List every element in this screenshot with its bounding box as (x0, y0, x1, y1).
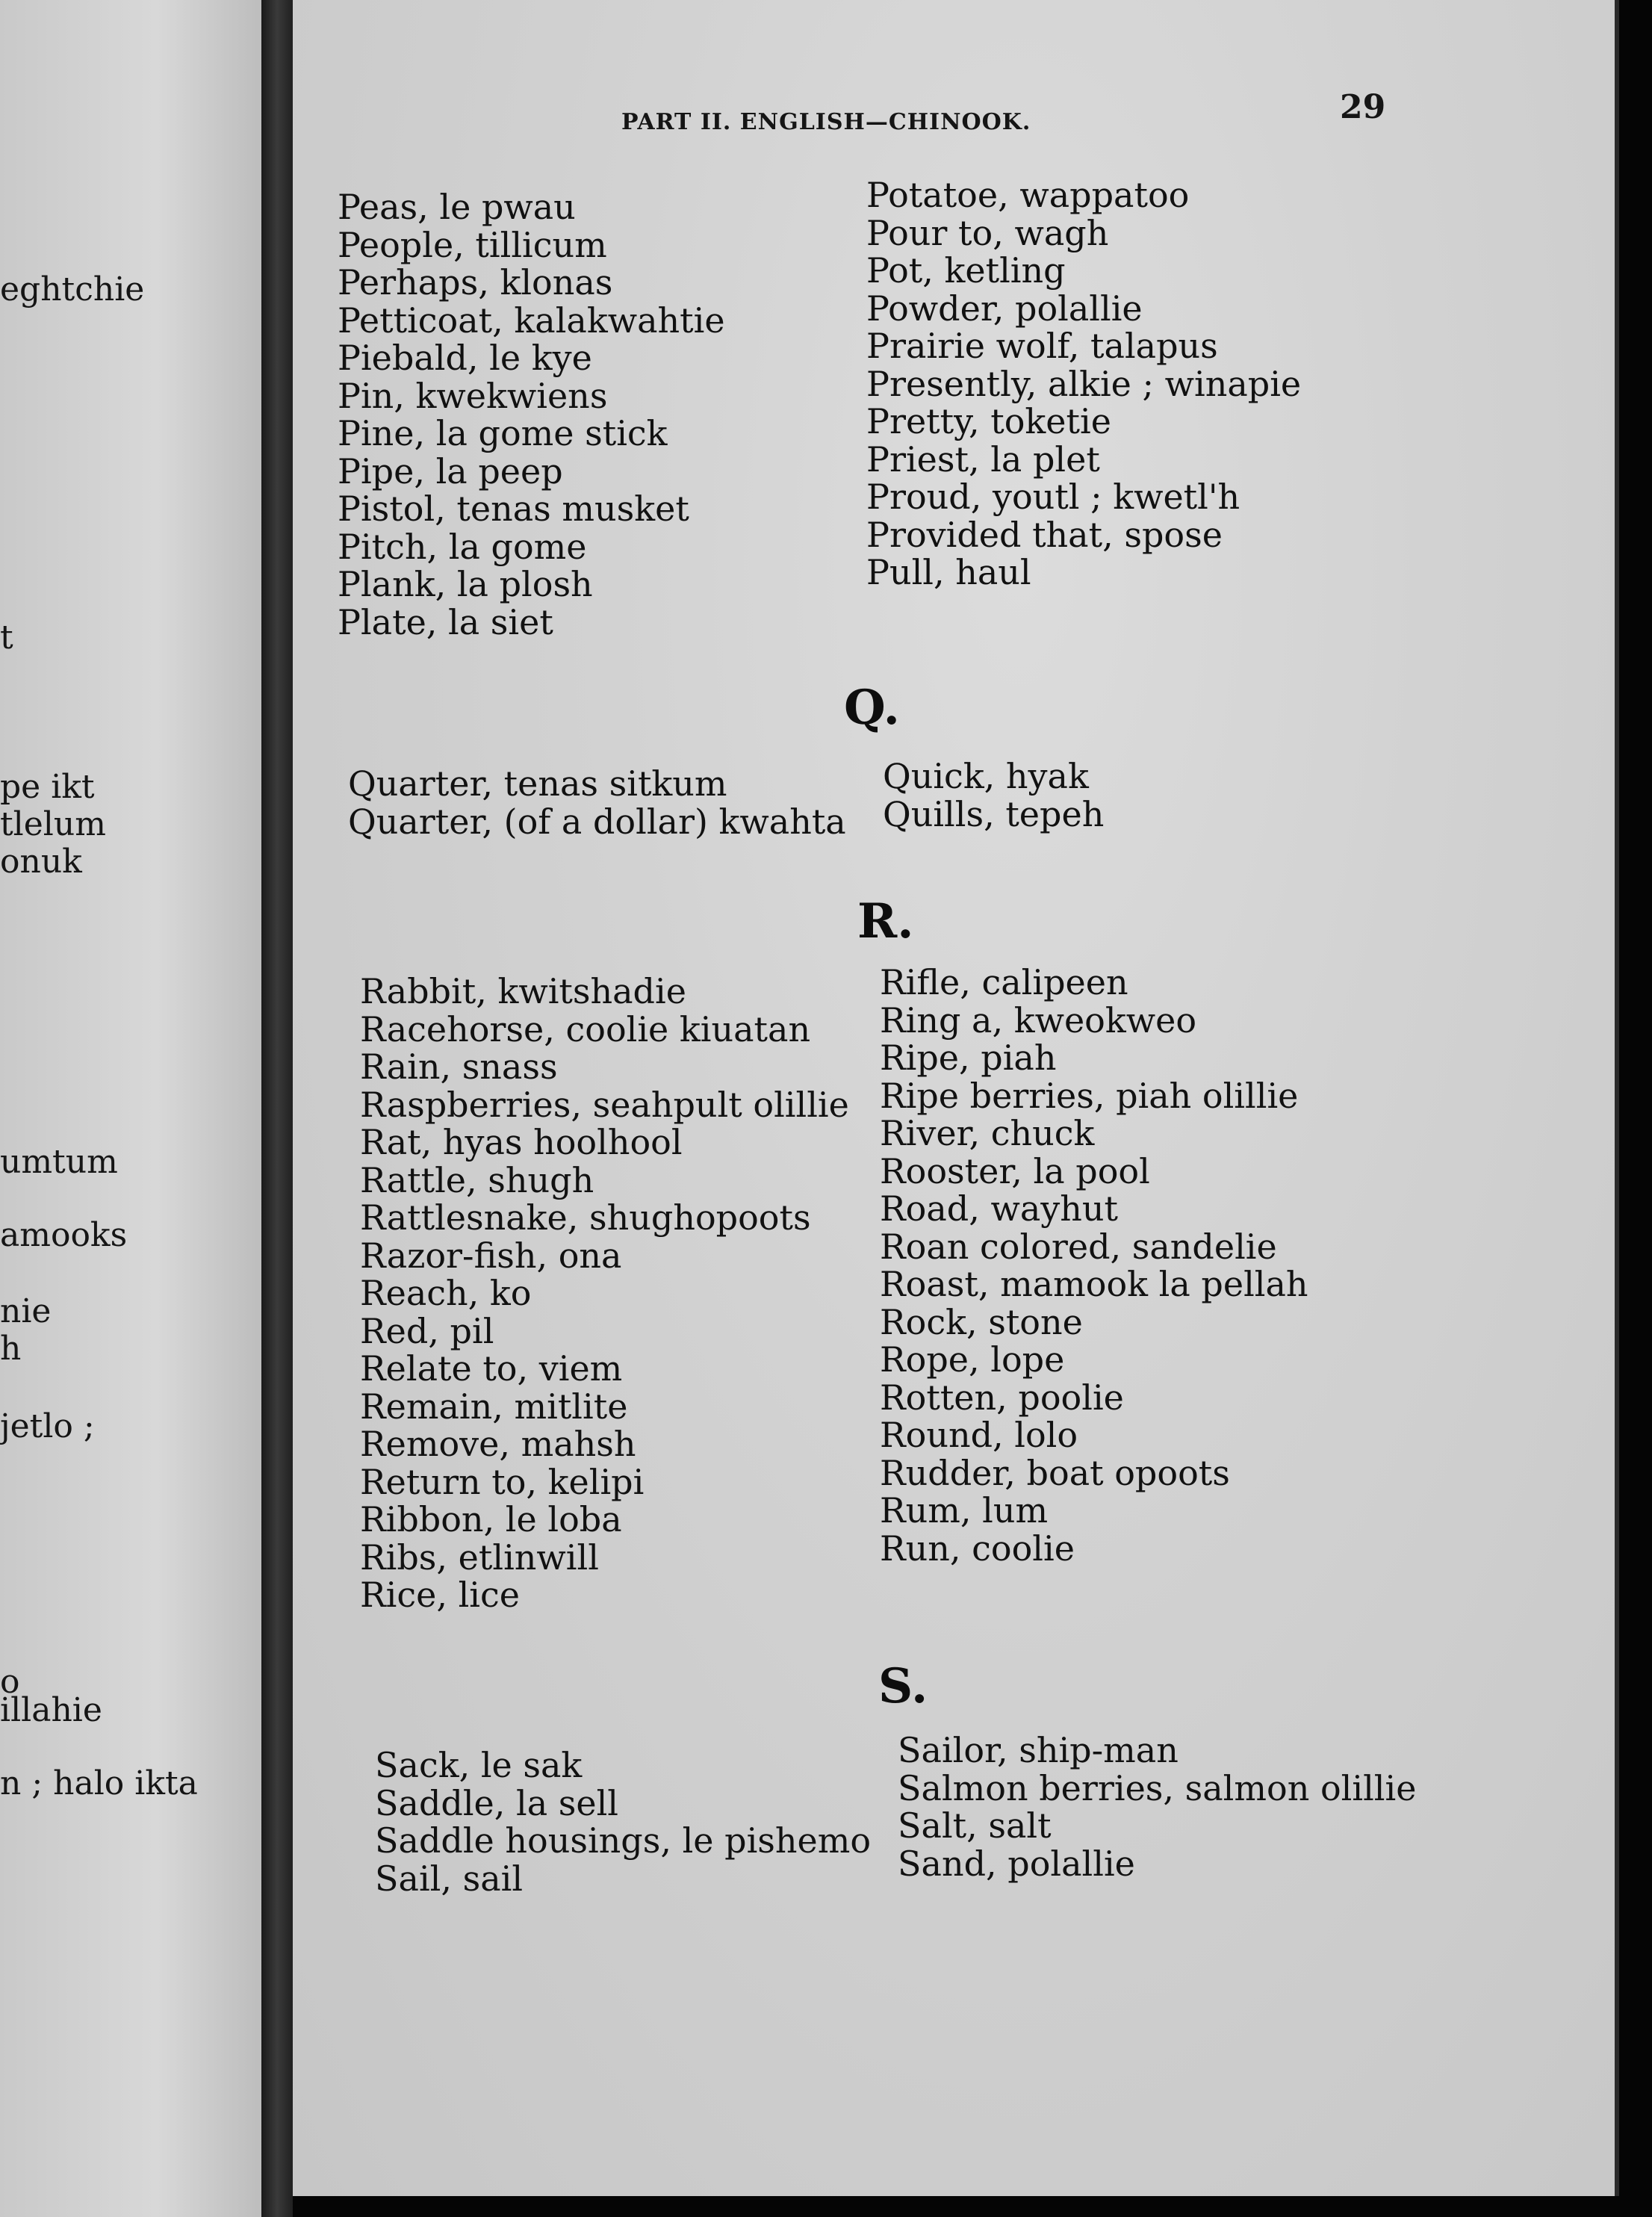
entry: Relate to, viem (360, 1348, 623, 1389)
entry: Rum, lum (880, 1490, 1049, 1531)
entry: Red, pil (360, 1310, 494, 1351)
entry: Ribbon, le loba (360, 1499, 622, 1540)
section-letter-s: S. (878, 1658, 928, 1714)
entry: Quarter, (of a dollar) kwahta (348, 801, 846, 842)
entry: Quarter, tenas sitkum (348, 763, 727, 804)
entry: Sack, le sak (375, 1745, 583, 1785)
book-spine (261, 0, 293, 2217)
dictionary-page (293, 0, 1619, 2196)
entry: Petticoat, kalakwahtie (338, 300, 725, 341)
q-entries-left (348, 765, 846, 840)
r-entries-left (360, 973, 849, 1614)
entry: Rudder, boat opoots (880, 1452, 1230, 1493)
s-entries-left (375, 1746, 871, 1897)
entry: Remain, mitlite (360, 1386, 628, 1427)
facing-page-fragment: eghtchie (0, 270, 145, 308)
facing-page-fragment: t (0, 618, 13, 657)
facing-page-fragment: tlelum (0, 805, 106, 843)
facing-page-fragment: nie (0, 1292, 52, 1330)
entry: Pistol, tenas musket (338, 489, 689, 529)
q-entries-right (883, 757, 1104, 833)
entry: Pretty, toketie (866, 401, 1111, 441)
entry: Saddle housings, le pishemo (375, 1820, 872, 1861)
entry: Piebald, le kye (338, 338, 592, 378)
entry: Ribs, etlinwill (360, 1537, 599, 1578)
s-entries-right (898, 1731, 1416, 1882)
entry: Rain, snass (360, 1047, 558, 1087)
entry: Remove, mahsh (360, 1424, 636, 1464)
entry: Priest, la plet (866, 438, 1100, 480)
facing-page (0, 0, 261, 2217)
entry: Proud, youtl ; kwetl'h (866, 477, 1240, 517)
entry: People, tillicum (338, 224, 607, 265)
entry: Round, lolo (880, 1415, 1078, 1455)
entry: Peas, le pwau (338, 187, 576, 227)
entry: Quills, tepeh (883, 793, 1105, 834)
facing-page-fragment: jetlo ; (0, 1407, 95, 1445)
p-entries-left (338, 188, 725, 641)
entry: Plate, la siet (338, 601, 553, 642)
entry: Pin, kwekwiens (338, 375, 608, 416)
entry: Pour to, wagh (866, 212, 1109, 253)
entry: Rope, lope (880, 1339, 1065, 1380)
entry: Saddle, la sell (375, 1782, 619, 1823)
section-letter-q: Q. (844, 680, 900, 736)
facing-page-fragment: h (0, 1330, 22, 1368)
entry: Reach, ko (360, 1273, 532, 1313)
entry: Pot, ketling (866, 250, 1066, 291)
facing-page-fragment: o (0, 1663, 20, 1701)
facing-page-fragment: pe ikt (0, 768, 95, 806)
entry: Pitch, la gome (338, 526, 587, 567)
facing-page-fragment: n ; halo ikta (0, 1764, 198, 1802)
entry: Rat, hyas hoolhool (360, 1122, 683, 1162)
entry: Razor-fish, ona (360, 1235, 622, 1276)
entry: Sail, sail (375, 1858, 524, 1899)
entry: Rice, lice (360, 1575, 520, 1615)
entry: Rifle, calipeen (880, 962, 1128, 1002)
entry: River, chuck (880, 1113, 1095, 1153)
entry: Rabbit, kwitshadie (360, 971, 686, 1011)
entry: Ripe berries, piah olillie (880, 1075, 1299, 1116)
entry: Run, coolie (880, 1528, 1075, 1569)
p-entries-right (866, 176, 1301, 592)
section-letter-r: R. (857, 893, 914, 949)
r-entries-right (880, 964, 1308, 1567)
entry: Presently, alkie ; winapie (866, 363, 1302, 404)
entry: Rock, stone (880, 1301, 1083, 1342)
entry: Rooster, la pool (880, 1150, 1150, 1191)
entry: Potatoe, wappatoo (866, 175, 1190, 215)
entry: Return to, kelipi (360, 1461, 645, 1502)
entry: Pull, haul (866, 552, 1031, 592)
entry: Rattle, shugh (360, 1159, 594, 1200)
entry: Ring a, kweokweo (880, 999, 1197, 1041)
running-header: PART II. ENGLISH—CHINOOK. (621, 109, 1031, 135)
entry: Provided that, spose (866, 514, 1223, 555)
facing-page-fragment: umtum (0, 1143, 118, 1181)
entry: Quick, hyak (883, 756, 1089, 796)
facing-page-fragment: illahie (0, 1691, 102, 1729)
facing-page-fragment: onuk (0, 843, 82, 881)
entry: Roan colored, sandelie (880, 1226, 1277, 1267)
entry: Prairie wolf, talapus (866, 326, 1218, 366)
entry: Racehorse, coolie kiuatan (360, 1008, 811, 1049)
entry: Rotten, poolie (880, 1377, 1124, 1418)
page-number: 29 (1340, 88, 1386, 126)
entry: Rattlesnake, shughopoots (360, 1197, 811, 1238)
entry: Perhaps, klonas (338, 262, 613, 303)
entry: Road, wayhut (880, 1188, 1118, 1229)
entry: Raspberries, seahpult olillie (360, 1084, 849, 1125)
entry: Pipe, la peep (338, 450, 563, 492)
entry: Powder, polallie (866, 288, 1143, 329)
entry: Sailor, ship-man (898, 1730, 1179, 1770)
entry: Ripe, piah (880, 1038, 1057, 1078)
entry: Salt, salt (898, 1805, 1052, 1846)
entry: Sand, polallie (898, 1843, 1135, 1884)
facing-page-fragment: amooks (0, 1216, 128, 1254)
entry: Roast, mamook la pellah (880, 1264, 1308, 1304)
entry: Salmon berries, salmon olillie (898, 1767, 1417, 1808)
entry: Pine, la gome stick (338, 413, 668, 453)
entry: Plank, la plosh (338, 564, 593, 604)
